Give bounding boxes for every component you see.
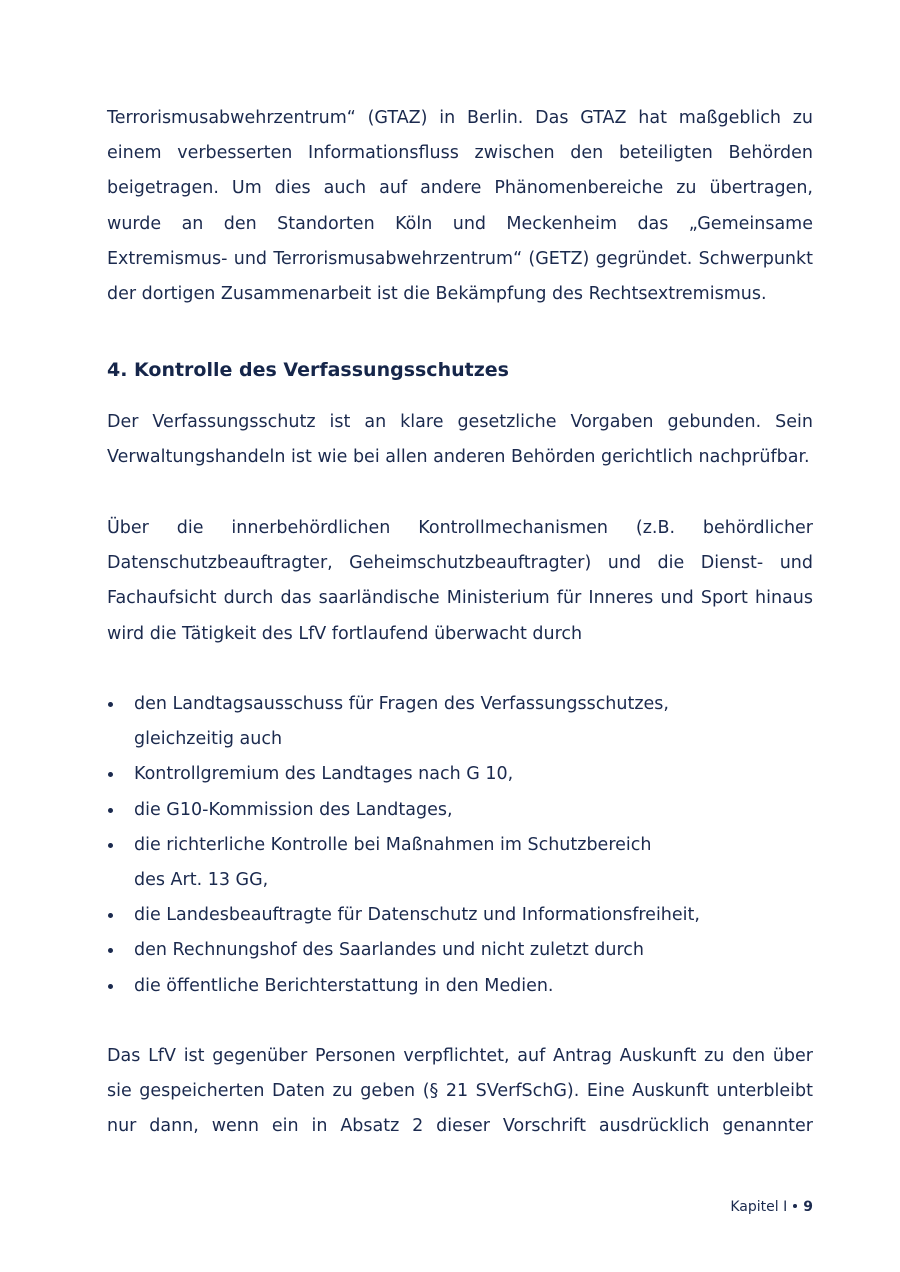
list-item-text: die richterliche Kontrolle bei Maßnahmen im Schutzbereich — [134, 834, 652, 855]
bullet-icon — [108, 772, 113, 777]
list-item — [107, 828, 813, 898]
list-item — [107, 687, 813, 757]
list-item-text: die öffentliche Berichterstattung in den Medien. — [134, 975, 554, 996]
list-item — [107, 969, 813, 1004]
list-item — [107, 933, 813, 968]
bullet-icon — [108, 808, 113, 813]
list-item — [107, 757, 813, 792]
page-number: 9 — [803, 1199, 813, 1215]
paragraph-control-mechanisms: Über die innerbehördlichen Kontrollmechanismen (z.B. behördlicher Datenschutzbeauftragter, Geheimschutzbeauftragter) und die Dienst- und Fachaufsicht durch das saarländische Ministerium für Inneres und Sport hinaus wird die Tätigkeit des LfV fortlaufend überwacht durch — [107, 518, 813, 644]
paragraph-legal-basis-block — [107, 405, 813, 475]
list-item-text-continued: des Art. 13 GG, — [134, 870, 269, 891]
bullet-icon — [108, 843, 113, 848]
bullet-icon — [108, 984, 113, 989]
list-item — [107, 793, 813, 828]
section-title: Kontrolle des Verfassungsschutzes — [134, 359, 509, 381]
oversight-list-block — [107, 687, 813, 1004]
page-footer — [730, 1197, 813, 1217]
bullet-icon — [108, 702, 113, 707]
list-item-text: die G10-Kommission des Landtages, — [134, 799, 453, 820]
section-number: 4. — [107, 359, 128, 381]
paragraph-legal-basis: Der Verfassungsschutz ist an klare gesetzliche Vorgaben gebunden. Sein Verwaltungshandeln ist wie bei allen anderen Behörden gerichtlich nachprüfbar. — [107, 412, 813, 468]
oversight-list — [107, 687, 813, 1004]
list-item — [107, 898, 813, 933]
paragraph-gtaz-getz: Terrorismusabwehrzentrum“ (GTAZ) in Berlin. Das GTAZ hat maßgeblich zu einem verbesserten Informationsfluss zwischen den beteiligten Behörden beigetragen. Um dies auch auf andere Phänomenbereiche zu übertragen, wurde an den Standorten Köln und Meckenheim das „Gemeinsame Extremismus- und Terrorismusabwehrzentrum“ (GETZ) gegründet. Schwerpunkt der dortigen Zusammenarbeit ist die Bekämpfung des Rechtsextremismus. — [107, 108, 813, 305]
list-item-text: den Landtagsausschuss für Fragen des Verfassungsschutzes, — [134, 694, 669, 714]
list-item-text: den Rechnungshof des Saarlandes und nicht zuletzt durch — [134, 940, 644, 961]
list-item-text: die Landesbeauftragte für Datenschutz und Informationsfreiheit, — [134, 905, 700, 926]
paragraph-information-right-block — [107, 1039, 813, 1145]
bullet-icon — [108, 948, 113, 953]
list-item-text-continued: gleichzeitig auch — [134, 729, 283, 750]
paragraph-control-block — [107, 511, 813, 652]
list-item-text: Kontrollgremium des Landtages nach G 10, — [134, 764, 514, 785]
separator-dot-icon — [793, 1204, 797, 1208]
bullet-icon — [108, 913, 113, 918]
chapter-label: Kapitel I — [730, 1199, 788, 1215]
paragraph-information-right: Das LfV ist gegenüber Personen verpflichtet, auf Antrag Auskunft zu den über sie gespeicherten Daten zu geben (§ 21 SVerfSchG). Eine Auskunft unterbleibt nur dann, wenn ein in Absatz 2 dieser Vorschrift ausdrücklich genannter — [107, 1046, 813, 1137]
section-heading — [107, 355, 509, 385]
document-page — [107, 101, 813, 1137]
